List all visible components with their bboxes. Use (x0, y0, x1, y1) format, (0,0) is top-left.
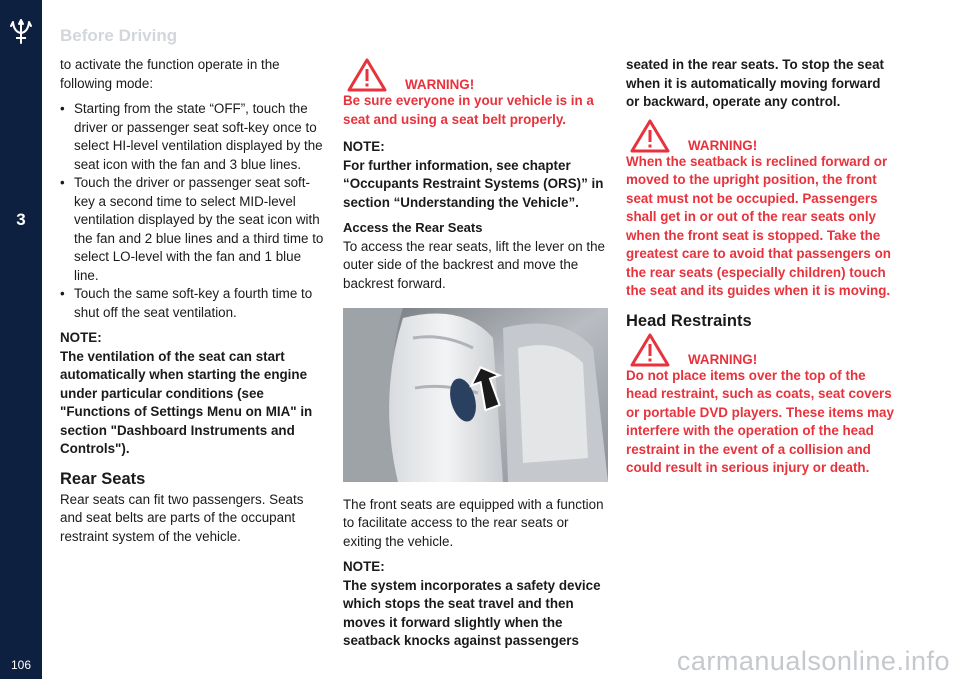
column-3 (626, 56, 894, 487)
access-text: To access the rear seats, lift the lever on the outer side of the backrest and move the backrest forward. (343, 238, 605, 291)
note-label: NOTE: (60, 330, 102, 345)
column-1 (60, 56, 328, 553)
head-restraints-heading: Head Restraints (626, 311, 752, 330)
warning-triangle-icon (347, 58, 387, 92)
note-text: The ventilation of the seat can start automatically when starting the engine under particular conditions (see "Functions of Settings Menu on MIA" in section "Dashboard Instruments and Controls"). (60, 348, 313, 456)
warning-triangle-icon (630, 333, 670, 367)
trident-logo-icon (9, 18, 33, 44)
section-header: Before Driving (60, 26, 178, 45)
chapter-sidebar (0, 0, 42, 679)
warning-label: WARNING! (688, 351, 758, 367)
list-item: • Touch the same soft-key a fourth time to shut off the seat ventilation. (60, 285, 328, 322)
note-label: NOTE: (343, 559, 385, 574)
front-seats-text: The front seats are equipped with a function to facilitate access to the rear seats or exiting the vehicle. (343, 496, 604, 549)
list-item: • Touch the driver or passenger seat soft-key a second time to select MID-level ventilation displayed by the seat icon with the fan and 2 blue lines and a third time to select LO-level with the fan and 1 blue line. (60, 174, 328, 285)
continued-text: seated in the rear seats. To stop the seat when it is automatically moving forward or backward, operate any control. (626, 57, 884, 109)
intro-text: to activate the function operate in the following mode: (60, 57, 280, 91)
column-2 (343, 56, 609, 658)
warning-header (626, 119, 894, 153)
warning-text: Do not place items over the top of the head restraint, such as coats, seat covers or portable DVD players. These items may interfere with the operation of the head restraint in the event of a collision and could result in serious injury or death. (626, 367, 894, 475)
note-text: For further information, see chapter “Occupants Restraint Systems (ORS)” in section “Understanding the Vehicle”. (343, 157, 604, 210)
list-item: • Starting from the state “OFF”, touch the driver or passenger seat soft-key once to select HI-level ventilation displayed by the seat icon with the fan and 3 blue lines. (60, 100, 328, 174)
seat-lever-photo (343, 308, 608, 482)
warning-header (626, 333, 894, 367)
note-text: The system incorporates a safety device which stops the seat travel and then moves it forward slightly when the seatback knocks against passengers (343, 577, 601, 648)
access-rear-seats-heading: Access the Rear Seats (343, 220, 483, 235)
warning-text: When the seatback is reclined forward or moved to the upright position, the front seat must not be occupied. Passengers shall get in or out of the rear seats only when the front seat is stopped. Take the greatest care to avoid that passengers on the rear seats (especially children) touch the seat and its guides when it is moving. (626, 153, 891, 298)
watermark: carmanualsonline.info (676, 646, 950, 676)
note-label: NOTE: (343, 139, 385, 154)
warning-label: WARNING! (688, 137, 758, 153)
warning-text: Be sure everyone in your vehicle is in a seat and using a seat belt properly. (343, 93, 594, 127)
rear-seats-heading: Rear Seats (60, 469, 146, 488)
page-number: 106 (10, 658, 32, 672)
ventilation-steps-list (60, 100, 328, 322)
warning-header (343, 58, 609, 92)
warning-triangle-icon (630, 119, 670, 153)
chapter-number: 3 (16, 210, 26, 229)
warning-label: WARNING! (405, 77, 475, 92)
rear-seats-text: Rear seats can fit two passengers. Seats and seat belts are parts of the occupant restraint system of the vehicle. (60, 491, 304, 544)
